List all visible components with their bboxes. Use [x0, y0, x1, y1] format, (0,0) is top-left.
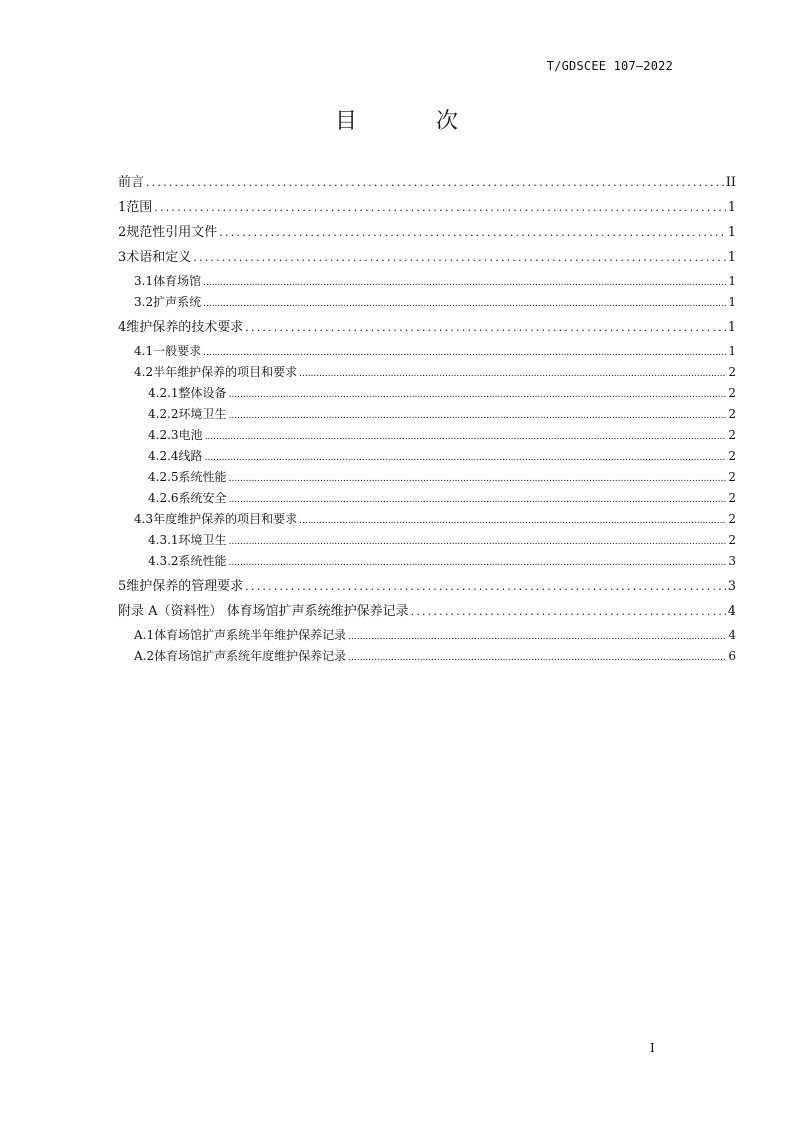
- toc-leader-dots: [203, 343, 726, 362]
- toc-entry-title: 附录 A（资料性） 体育场馆扩声系统维护保养记录: [118, 604, 409, 619]
- toc-entry-page: 1: [727, 225, 736, 240]
- toc-entry-page: 4: [727, 604, 736, 619]
- toc-entry-title: 体育场馆: [153, 274, 202, 288]
- toc-leader-dots: [348, 627, 726, 646]
- toc-entry-page: 2: [728, 470, 736, 484]
- toc-leader-dots: [229, 490, 727, 509]
- toc-entry-page: 2: [728, 365, 736, 379]
- toc-entry-number: 1: [118, 200, 127, 215]
- toc-entry-page: 2: [728, 407, 736, 421]
- toc-leader-dots: [299, 511, 726, 530]
- toc-entry-4-3-2[interactable]: [118, 551, 736, 572]
- toc-entry-number: 2: [118, 225, 127, 240]
- toc-entry-4-2-5[interactable]: [118, 467, 736, 488]
- toc-entry-title: 环境卫生: [178, 533, 227, 547]
- toc-leader-dots: [411, 599, 726, 624]
- toc-entry-page: 1: [727, 250, 736, 265]
- toc-entry-4-1[interactable]: [118, 341, 736, 362]
- toc-entry-a-2[interactable]: [118, 646, 736, 667]
- toc-entry-number: 3: [118, 250, 127, 265]
- toc-entry-page: 1: [728, 295, 736, 309]
- toc-entry-page: 1: [728, 274, 736, 288]
- toc-entry-title: 规范性引用文件: [126, 225, 218, 240]
- toc-entry-page: 2: [728, 386, 736, 400]
- toc-leader-dots: [203, 273, 726, 292]
- toc-entry-appendix-a[interactable]: [118, 599, 736, 624]
- toc-leader-dots: [229, 406, 727, 425]
- toc-entry-page: 2: [728, 533, 736, 547]
- toc-leader-dots: [299, 364, 726, 383]
- toc-entry-normative-references[interactable]: [118, 220, 736, 245]
- toc-entry-number: A.2: [134, 649, 155, 663]
- toc-leader-dots: [245, 315, 725, 340]
- toc-entry-page: 2: [728, 491, 736, 505]
- toc-entry-title: 半年维护保养的项目和要求: [153, 365, 298, 379]
- toc-entry-4-2-2[interactable]: [118, 404, 736, 425]
- toc-entry-page: 3: [728, 554, 736, 568]
- toc-leader-dots: [193, 245, 725, 270]
- toc-title: 目 次: [335, 109, 494, 134]
- toc-entry-number: 4.2.6: [148, 491, 179, 505]
- toc-entry-number: 4.3.1: [148, 533, 179, 547]
- toc-entry-title: 体育场馆扩声系统半年维护保养记录: [154, 628, 347, 642]
- toc-entry-4-2-6[interactable]: [118, 488, 736, 509]
- toc-entry-3-2[interactable]: [118, 292, 736, 313]
- toc-entry-number: 4.2.3: [148, 428, 179, 442]
- toc-entry-page: 2: [728, 428, 736, 442]
- toc-entry-number: A.1: [134, 628, 155, 642]
- toc-entry-title: 扩声系统: [153, 295, 202, 309]
- toc-entry-scope[interactable]: [118, 195, 736, 220]
- toc-entry-title: 年度维护保养的项目和要求: [153, 512, 298, 526]
- toc-entry-4-2-4[interactable]: [118, 446, 736, 467]
- toc-entry-title: 前言: [118, 175, 145, 190]
- toc-entry-page: 2: [728, 449, 736, 463]
- toc-entry-title: 体育场馆扩声系统年度维护保养记录: [154, 649, 347, 663]
- toc-leader-dots: [219, 220, 725, 245]
- toc-entry-title: 术语和定义: [126, 250, 192, 265]
- toc-leader-dots: [205, 448, 727, 467]
- toc-entry-page: 4: [728, 628, 736, 642]
- toc-leader-dots: [229, 532, 727, 551]
- toc-entry-management-requirements[interactable]: [118, 574, 736, 599]
- toc-entry-number: 3.1: [134, 274, 154, 288]
- toc-entry-number: 4.3: [134, 512, 154, 526]
- toc-entry-4-2-1[interactable]: [118, 383, 736, 404]
- toc-entry-title: 线路: [178, 449, 203, 463]
- toc-entry-title: 电池: [178, 428, 203, 442]
- toc-entry-page: 1: [727, 200, 736, 215]
- toc-entry-number: 4.3.2: [148, 554, 179, 568]
- toc-entry-title: 维护保养的技术要求: [126, 320, 244, 335]
- toc-entry-number: 4.2.2: [148, 407, 179, 421]
- toc-entry-number: 4.2.1: [148, 386, 179, 400]
- toc-leader-dots: [245, 574, 725, 599]
- toc-entry-number: 3.2: [134, 295, 154, 309]
- toc-leader-dots: [229, 385, 727, 404]
- toc-leader-dots: [229, 553, 727, 572]
- toc-entry-title: 系统性能: [178, 554, 227, 568]
- toc-entry-number: 4.2: [134, 365, 154, 379]
- toc-entry-4-3-1[interactable]: [118, 530, 736, 551]
- toc-entry-title: 系统安全: [178, 491, 227, 505]
- toc-leader-dots: [203, 294, 726, 313]
- toc-entry-title: 环境卫生: [178, 407, 227, 421]
- toc-entry-number: 4.1: [134, 344, 154, 358]
- toc-entry-number: 5: [118, 579, 127, 594]
- toc-entry-title: 维护保养的管理要求: [126, 579, 244, 594]
- toc-entry-4-3[interactable]: [118, 509, 736, 530]
- table-of-contents: [118, 170, 736, 667]
- toc-entry-4-2-3[interactable]: [118, 425, 736, 446]
- toc-entry-technical-requirements[interactable]: [118, 315, 736, 340]
- toc-entry-4-2[interactable]: [118, 362, 736, 383]
- toc-entry-title: 范围: [126, 200, 153, 215]
- toc-leader-dots: [348, 648, 726, 667]
- toc-entry-3-1[interactable]: [118, 271, 736, 292]
- toc-entry-foreword[interactable]: [118, 170, 736, 195]
- document-code: T/GDSCEE 107—2022: [546, 59, 673, 73]
- toc-entry-title: 系统性能: [178, 470, 227, 484]
- toc-entry-page: 1: [727, 320, 736, 335]
- toc-entry-page: II: [725, 175, 736, 190]
- toc-leader-dots: [154, 195, 725, 220]
- page-number: I: [650, 1041, 655, 1055]
- toc-entry-page: 1: [728, 344, 736, 358]
- toc-entry-number: 4.2.5: [148, 470, 179, 484]
- toc-entry-number: 4.2.4: [148, 449, 179, 463]
- toc-leader-dots: [229, 469, 727, 488]
- toc-entry-number: 4: [118, 320, 127, 335]
- toc-entry-page: 2: [728, 512, 736, 526]
- toc-entry-page: 3: [727, 579, 736, 594]
- toc-leader-dots: [146, 170, 724, 195]
- toc-entry-terms-definitions[interactable]: [118, 245, 736, 270]
- toc-entry-title: 整体设备: [178, 386, 227, 400]
- toc-leader-dots: [205, 427, 727, 446]
- toc-entry-a-1[interactable]: [118, 625, 736, 646]
- toc-entry-page: 6: [728, 649, 736, 663]
- toc-entry-title: 一般要求: [153, 344, 202, 358]
